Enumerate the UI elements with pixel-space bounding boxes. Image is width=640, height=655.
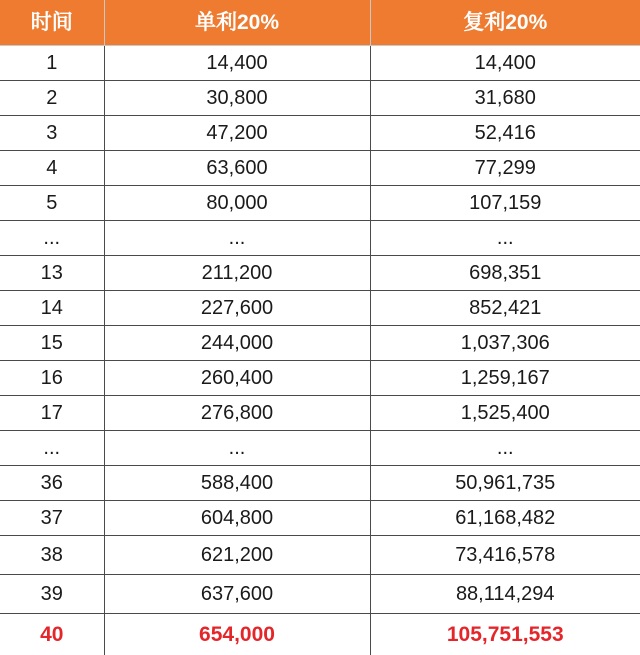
cell-time: 3 [0, 116, 104, 151]
cell-time: 15 [0, 326, 104, 361]
table-row [0, 396, 640, 431]
cell-simple: ... [104, 431, 370, 466]
table-row-total [0, 614, 640, 655]
cell-compound: 88,114,294 [370, 575, 640, 614]
table-row [0, 116, 640, 151]
table-row [0, 291, 640, 326]
cell-compound: 1,037,306 [370, 326, 640, 361]
cell-compound: 52,416 [370, 116, 640, 151]
cell-simple: 244,000 [104, 326, 370, 361]
cell-time: 38 [0, 536, 104, 575]
cell-compound: 77,299 [370, 151, 640, 186]
cell-compound: 50,961,735 [370, 466, 640, 501]
table-row [0, 536, 640, 575]
cell-compound: 14,400 [370, 46, 640, 81]
table-row [0, 81, 640, 116]
cell-compound: 107,159 [370, 186, 640, 221]
cell-time: 2 [0, 81, 104, 116]
cell-simple: 604,800 [104, 501, 370, 536]
cell-time: ... [0, 221, 104, 256]
cell-compound: 698,351 [370, 256, 640, 291]
cell-time: 39 [0, 575, 104, 614]
cell-time: ... [0, 431, 104, 466]
cell-compound: ... [370, 431, 640, 466]
cell-time: 14 [0, 291, 104, 326]
cell-simple: 588,400 [104, 466, 370, 501]
cell-compound: 1,525,400 [370, 396, 640, 431]
cell-simple: 30,800 [104, 81, 370, 116]
cell-simple: 227,600 [104, 291, 370, 326]
cell-compound: ... [370, 221, 640, 256]
cell-time: 4 [0, 151, 104, 186]
cell-simple: 621,200 [104, 536, 370, 575]
cell-compound: 73,416,578 [370, 536, 640, 575]
table-row [0, 186, 640, 221]
total-simple: 654,000 [104, 614, 370, 655]
total-time: 40 [0, 614, 104, 655]
table-row [0, 466, 640, 501]
cell-time: 1 [0, 46, 104, 81]
cell-time: 36 [0, 466, 104, 501]
header-simple-interest: 单利20% [104, 0, 370, 46]
table-row [0, 46, 640, 81]
table-row [0, 151, 640, 186]
table-row [0, 256, 640, 291]
table-row-ellipsis [0, 221, 640, 256]
cell-simple: 637,600 [104, 575, 370, 614]
table-row [0, 326, 640, 361]
total-compound: 105,751,553 [370, 614, 640, 655]
cell-simple: 63,600 [104, 151, 370, 186]
header-time: 时间 [0, 0, 104, 46]
cell-compound: 31,680 [370, 81, 640, 116]
cell-simple: 211,200 [104, 256, 370, 291]
cell-compound: 852,421 [370, 291, 640, 326]
table-row [0, 501, 640, 536]
cell-simple: ... [104, 221, 370, 256]
table-row [0, 361, 640, 396]
cell-simple: 260,400 [104, 361, 370, 396]
cell-simple: 80,000 [104, 186, 370, 221]
table-row-ellipsis [0, 431, 640, 466]
cell-time: 37 [0, 501, 104, 536]
table-row [0, 575, 640, 614]
cell-simple: 276,800 [104, 396, 370, 431]
cell-simple: 14,400 [104, 46, 370, 81]
cell-compound: 61,168,482 [370, 501, 640, 536]
cell-time: 5 [0, 186, 104, 221]
cell-time: 17 [0, 396, 104, 431]
header-row [0, 0, 640, 46]
header-compound-interest: 复利20% [370, 0, 640, 46]
cell-time: 13 [0, 256, 104, 291]
cell-compound: 1,259,167 [370, 361, 640, 396]
cell-time: 16 [0, 361, 104, 396]
cell-simple: 47,200 [104, 116, 370, 151]
